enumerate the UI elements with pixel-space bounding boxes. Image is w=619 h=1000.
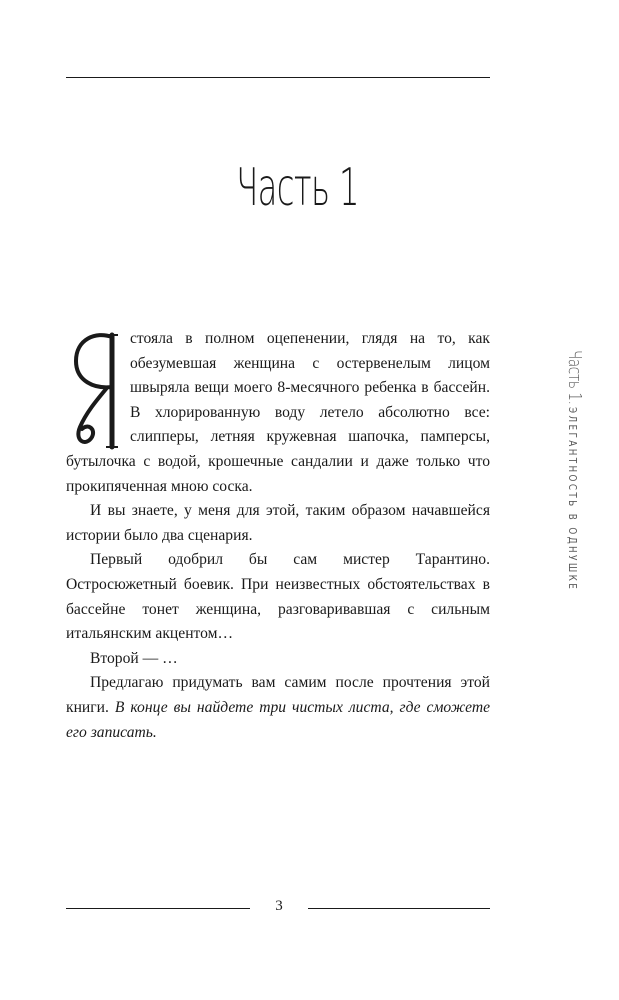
paragraph-4: Второй — … [90, 649, 178, 667]
paragraph-5-italic: В конце вы найдете три чистых листа, где сможете его записать. [66, 698, 491, 741]
footer-rule-right [308, 908, 490, 909]
drop-cap-letter-ya [66, 329, 122, 451]
body-text [66, 327, 490, 745]
header-rule [66, 77, 490, 78]
chapter-title: Часть 1 [236, 158, 359, 218]
running-head [559, 350, 585, 610]
running-head-section: ЭЛЕГАНТНОСТЬ В ОДНУШКЕ [566, 406, 579, 591]
paragraph-1-text: стояла в полном оцепенении, глядя на то, как обезумевшая женщина с остервенелым лицом швыряла вещи моего 8-месячного ребенка в бассейн. В хлорированную воду летело абсолютно все: слипперы, летняя кружевная шапочка, памперсы, бутылочка с водой, крошечные сандалии и даже только что прокипяченная мною соска. [66, 330, 490, 495]
paragraph-1 [66, 327, 490, 499]
paragraph-3: Первый одобрил бы сам мистер Тарантино. Остросюжетный боевик. При неизвестных обстоятельствах в бассейне тонет женщина, разговаривавшая с сильным итальянским акцентом… [66, 551, 490, 643]
running-head-part: Часть 1. [564, 350, 585, 405]
paragraph-2: И вы знаете, у меня для этой, таким образом начавшейся истории было два сценария. [66, 502, 490, 544]
paragraph-5 [66, 671, 490, 745]
paragraph-5-text: Предлагаю придумать вам самим после прочтения этой книги. [66, 674, 490, 716]
drop-cap [66, 329, 118, 447]
page-number: 3 [275, 898, 283, 914]
